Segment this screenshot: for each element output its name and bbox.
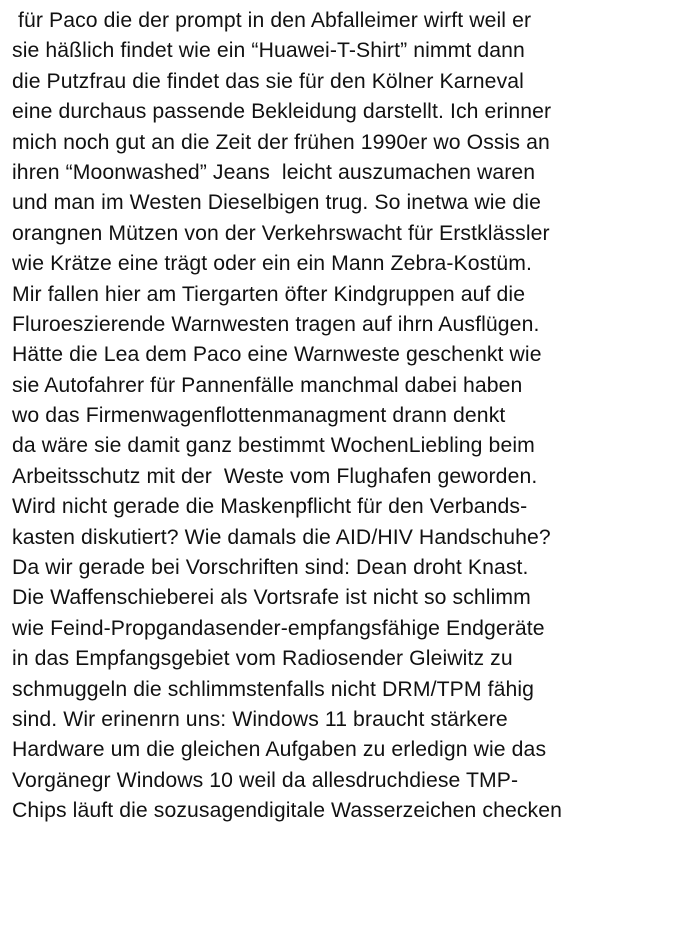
text-line-10: Mir fallen hier am Tiergarten öfter Kindgruppen auf die bbox=[12, 282, 526, 306]
text-line-22: in das Empfangsgebiet vom Radiosender Gleiwitz zu bbox=[12, 647, 513, 671]
text-line-26: Vorgänegr Windows 10 weil da allesdruchdiese TMP- bbox=[12, 768, 519, 792]
text-line-4: eine durchaus passende Bekleidung darstellt. Ich erinner bbox=[12, 100, 552, 124]
text-line-27: Chips läuft die sozusagendigitale Wasserzeichen checken bbox=[12, 799, 563, 823]
text-line-8: orangnen Mützen von der Verkehrswacht für Erstklässler bbox=[12, 221, 550, 245]
text-line-20: Die Waffenschieberei als Vortsrafe ist nicht so schlimm bbox=[12, 586, 531, 610]
text-line-25: Hardware um die gleichen Aufgaben zu erledign wie das bbox=[12, 738, 547, 762]
body-text bbox=[12, 6, 682, 827]
text-line-17: Wird nicht gerade die Maskenpflicht für den Verbands- bbox=[12, 495, 528, 519]
text-line-16: Arbeitsschutz mit der Weste vom Flughafen geworden. bbox=[12, 464, 538, 488]
text-line-3: die Putzfrau die findet das sie für den Kölner Karneval bbox=[12, 69, 524, 93]
text-line-23: schmuggeln die schlimmstenfalls nicht DRM/TPM fähig bbox=[12, 677, 535, 701]
text-line-7: und man im Westen Dieselbigen trug. So inetwa wie die bbox=[12, 191, 541, 215]
text-line-19: Da wir gerade bei Vorschriften sind: Dean droht Knast. bbox=[12, 556, 529, 580]
text-line-9: wie Krätze eine trägt oder ein ein Mann Zebra-Kostüm. bbox=[12, 252, 532, 276]
text-line-2: sie häßlich findet wie ein “Huawei-T-Shirt” nimmt dann bbox=[12, 39, 525, 63]
text-line-24: sind. Wir erinenrn uns: Windows 11 braucht stärkere bbox=[12, 707, 508, 731]
text-line-14: wo das Firmenwagenflottenmanagment drann denkt bbox=[12, 404, 506, 428]
text-line-11: Fluroeszierende Warnwesten tragen auf ihrn Ausflügen. bbox=[12, 312, 540, 336]
text-line-21: wie Feind-Propgandasender-empfangsfähige Endgeräte bbox=[12, 616, 545, 640]
text-line-12: Hätte die Lea dem Paco eine Warnweste geschenkt wie bbox=[12, 343, 542, 367]
text-line-15: da wäre sie damit ganz bestimmt WochenLiebling beim bbox=[12, 434, 535, 458]
text-line-6: ihren “Moonwashed” Jeans leicht auszumachen waren bbox=[12, 160, 536, 184]
text-line-13: sie Autofahrer für Pannenfälle manchmal dabei haben bbox=[12, 373, 523, 397]
text-line-1: für Paco die der prompt in den Abfalleimer wirft weil er bbox=[12, 9, 532, 32]
text-line-18: kasten diskutiert? Wie damals die AID/HIV Handschuhe? bbox=[12, 525, 551, 549]
text-line-5: mich noch gut an die Zeit der frühen 1990er wo Ossis an bbox=[12, 130, 550, 154]
